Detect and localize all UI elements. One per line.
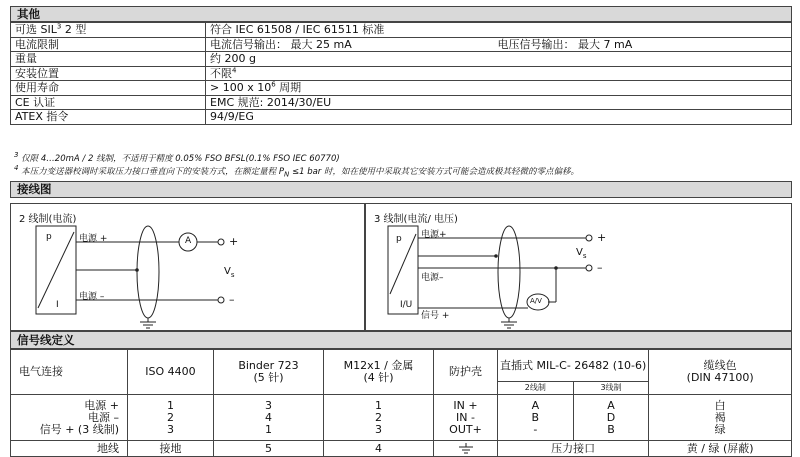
header-conn: 电气连接 bbox=[11, 350, 128, 395]
spec-value: 电流信号输出： 最大 25 mA bbox=[206, 37, 494, 52]
header-iso: ISO 4400 bbox=[128, 350, 214, 395]
section-header-other: 其他 bbox=[10, 6, 792, 22]
spec-table bbox=[10, 22, 792, 125]
signal-plus-label: 信号 + bbox=[421, 311, 450, 321]
supply-plus-label: 电源+ bbox=[421, 230, 447, 240]
ground-mil: 压力接口 bbox=[498, 441, 649, 457]
wiring-lines-2wire bbox=[11, 204, 366, 332]
signal-ground-row bbox=[11, 441, 792, 457]
wiring-diagram-2wire bbox=[10, 203, 365, 331]
spec-row bbox=[11, 81, 792, 96]
supply-minus-label: 电源 – bbox=[79, 292, 105, 302]
spec-value: 94/9/EG bbox=[206, 110, 792, 125]
spec-key: 安装位置 bbox=[11, 66, 206, 81]
vs-label: $V_s$ bbox=[576, 247, 587, 260]
terminal-plus-label: + bbox=[229, 235, 239, 248]
header-m12: M12x1 / 金属 (4 针) bbox=[324, 350, 434, 395]
spec-row bbox=[11, 52, 792, 67]
ammeter-label: A bbox=[185, 236, 192, 246]
diagram-title: 2 线制(电流) bbox=[19, 214, 77, 225]
binder-pins: 3 4 1 bbox=[214, 395, 324, 441]
supply-minus-label: 电源– bbox=[421, 273, 444, 283]
spec-row bbox=[11, 23, 792, 38]
header-mil-3wire: 3线制 bbox=[573, 382, 649, 395]
spec-key: 可选 SIL$^3$ 2 型 bbox=[11, 23, 206, 38]
spec-key: ATEX 指令 bbox=[11, 110, 206, 125]
spec-key: 使用寿命 bbox=[11, 81, 206, 96]
terminal-plus-label: + bbox=[597, 231, 607, 244]
spec-value-2: 电压信号输出： 最大 7 mA bbox=[494, 37, 792, 52]
spec-value: 符合 IEC 61508 / IEC 61511 标准 bbox=[206, 23, 792, 38]
terminal-minus-label: – bbox=[597, 261, 603, 274]
spec-value: 不限$^4$ bbox=[206, 66, 792, 81]
cable-colors: 白 褐 绿 bbox=[649, 395, 792, 441]
spec-value: EMC 规范: 2014/30/EU bbox=[206, 95, 792, 110]
header-color: 缆线色 (DIN 47100) bbox=[649, 350, 792, 395]
shield-pins: IN + IN - OUT+ bbox=[434, 395, 498, 441]
spec-value: 约 200 g bbox=[206, 52, 792, 67]
supply-plus-label: 电源 + bbox=[79, 234, 108, 244]
meter-label: A/V bbox=[530, 297, 542, 305]
mil-2wire-pins: A B - bbox=[498, 395, 574, 441]
spec-key: CE 认证 bbox=[11, 95, 206, 110]
sensor-i-label: I bbox=[56, 300, 59, 310]
spec-row bbox=[11, 95, 792, 110]
header-shield: 防护壳 bbox=[434, 350, 498, 395]
ground-iso: 接地 bbox=[128, 441, 214, 457]
spec-key: 电流限制 bbox=[11, 37, 206, 52]
vs-label: $V_s$ bbox=[224, 266, 235, 279]
sensor-iu-label: I/U bbox=[400, 300, 413, 310]
sensor-p-label: p bbox=[396, 234, 402, 244]
spec-row bbox=[11, 110, 792, 125]
signal-data-row bbox=[11, 395, 792, 441]
m12-pins: 1 2 3 bbox=[324, 395, 434, 441]
header-mil: 直插式 MIL-C- 26482 (10-6) bbox=[498, 350, 649, 382]
spec-row bbox=[11, 37, 792, 52]
footnote-4: $^4$ 本压力变送器校调时采取压力接口垂直向下的安装方式，在额定量程 $P_N \le 1$ bar 时，如在使用中采取其它安装方式可能会造成极其轻微的零点偏移。 bbox=[14, 164, 580, 179]
spec-key: 重量 bbox=[11, 52, 206, 67]
signal-header-row bbox=[11, 350, 792, 382]
header-binder: Binder 723 (5 针) bbox=[214, 350, 324, 395]
terminal-minus-label: – bbox=[229, 293, 235, 306]
ground-color: 黄 / 绿 (屏蔽) bbox=[649, 441, 792, 457]
wiring-diagram-3wire bbox=[365, 203, 792, 331]
signal-labels: 电源 + 电源 – 信号 + (3 线制) bbox=[11, 395, 128, 441]
spec-value: > 100 x $10^6$ 周期 bbox=[206, 81, 792, 96]
diagram-title: 3 线制(电流/ 电压) bbox=[374, 214, 458, 225]
sensor-p-label: p bbox=[46, 232, 52, 242]
footnote-3: $^3$ 仅限 4…20mA / 2 线制，不适用于精度 0.05% FSO BFSL(0.1% FSO IEC 60770) bbox=[14, 151, 340, 164]
iso-pins: 1 2 3 bbox=[128, 395, 214, 441]
ground-binder: 5 bbox=[214, 441, 324, 457]
ground-icon bbox=[434, 441, 498, 457]
mil-3wire-pins: A D B bbox=[573, 395, 649, 441]
header-mil-2wire: 2线制 bbox=[498, 382, 574, 395]
ground-m12: 4 bbox=[324, 441, 434, 457]
section-header-signal: 信号线定义 bbox=[10, 331, 792, 349]
spec-row bbox=[11, 66, 792, 81]
signal-table bbox=[10, 349, 792, 457]
ground-label: 地线 bbox=[11, 441, 128, 457]
section-header-wiring: 接线图 bbox=[10, 181, 792, 198]
